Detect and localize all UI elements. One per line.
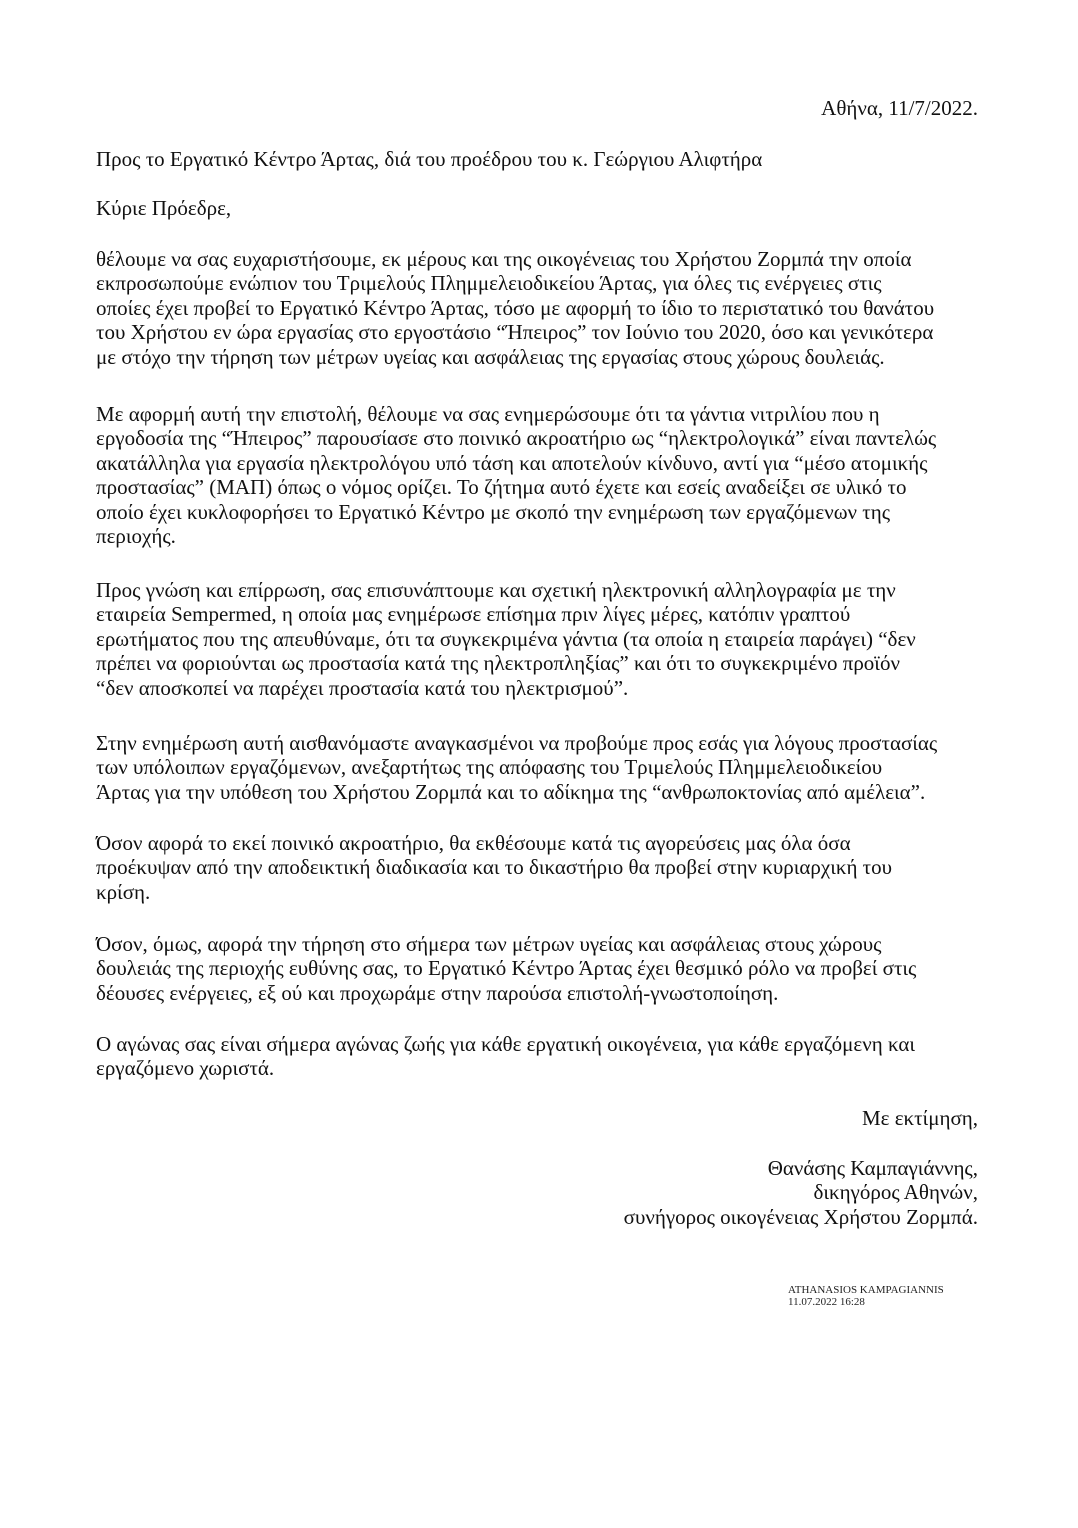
paragraph-line: πρέπει να φοριούνται ως προστασία κατά της ηλεκτροπληξίας” και ότι το συγκεκριμένο προϊόν: [96, 651, 900, 676]
paragraph-struggle: [96, 1032, 986, 1081]
paragraph-line: δουλειάς της περιοχής ευθύνης σας, το Εργατικό Κέντρο Άρτας έχει θεσμικό ρόλο να προβεί στις: [96, 956, 917, 981]
paragraph-line: Άρτας για την υπόθεση του Χρήστου Ζορμπά και το αδίκημα της “ανθρωποκτονίας από αμέλεια”.: [96, 779, 926, 804]
paragraph-line: Όσον, όμως, αφορά την τήρηση στο σήμερα των μέτρων υγείας και ασφάλειας στους χώρους: [96, 932, 882, 956]
paragraph-line: περιοχής.: [96, 524, 176, 549]
paragraph-notice: [96, 731, 986, 804]
paragraph-line: με στόχο την τήρηση των μέτρων υγείας και ασφάλειας της εργασίας στους χώρους δουλειάς.: [96, 344, 885, 369]
paragraph-line: εργαζόμενο χωριστά.: [96, 1056, 275, 1081]
digital-signer: ATHANASIOS KAMPAGIANNIS: [788, 1284, 944, 1296]
digital-signature-stamp: [788, 1285, 944, 1308]
paragraph-line: οποίες έχει προβεί το Εργατικό Κέντρο Άρτας, τόσο με αφορμή το ίδιο το περιστατικό του θανάτου: [96, 295, 935, 320]
recipient-line: [96, 147, 986, 171]
paragraph-line: προστασίας” (ΜΑΠ) όπως ο νόμος ορίζει. Το ζήτημα αυτό έχετε και εσείς αναδείξει σε υλικό το: [96, 475, 907, 500]
paragraph-line: προέκυψαν από την αποδεικτική διαδικασία και το δικαστήριο θα προβεί στην κυριαρχική του: [96, 855, 893, 880]
paragraph-line: Όσον αφορά το εκεί ποινικό ακροατήριο, θα εκθέσουμε κατά τις αγορεύσεις μας όλα όσα: [96, 831, 851, 855]
paragraph-line: εργοδοσία της “Ήπειρος” παρουσίασε στο ποινικό ακροατήριο ως “ηλεκτρολογικά” είναι παντελώς: [96, 426, 937, 451]
paragraph-court: [96, 831, 986, 904]
recipient-text: Προς το Εργατικό Κέντρο Άρτας, διά του προέδρου του κ. Γεώργιου Αλιφτήρα: [96, 147, 763, 171]
place-date: Αθήνα, 11/7/2022.: [821, 96, 978, 120]
paragraph-line: οποίο έχει κυκλοφορήσει το Εργατικό Κέντρο με σκοπό την ενημέρωση των εργαζόμενων της: [96, 499, 891, 524]
salutation-text: Κύριε Πρόεδρε,: [96, 196, 232, 220]
paragraph-line: Με αφορμή αυτή την επιστολή, θέλουμε να σας ενημερώσουμε ότι τα γάντια νιτριλίου που η: [96, 402, 880, 426]
paragraph-line: των υπόλοιπων εργαζόμενων, ανεξαρτήτως της απόφασης του Τριμελούς Πλημμελειοδικείου: [96, 755, 883, 780]
paragraph-role: [96, 932, 986, 1005]
paragraph-line: ακατάλληλα για εργασία ηλεκτρολόγου υπό τάση και αποτελούν κίνδυνο, αντί για “μέσο ατομικής: [96, 450, 928, 475]
paragraph-line: κρίση.: [96, 879, 151, 904]
closing-phrase: Με εκτίμηση,: [861, 1106, 978, 1130]
signer-role: συνήγορος οικογένειας Χρήστου Ζορμπά.: [623, 1204, 978, 1229]
paragraph-line: Προς γνώση και επίρρωση, σας επισυνάπτουμε και σχετική ηλεκτρονική αλληλογραφία με την: [96, 578, 896, 602]
paragraph-line: εταιρεία Sempermed, η οποία μας ενημέρωσε επίσημα πριν λίγες μέρες, κατόπιν γραπτού: [96, 602, 851, 627]
paragraph-line: Ο αγώνας σας είναι σήμερα αγώνας ζωής για κάθε εργατική οικογένεια, για κάθε εργαζόμενη και: [96, 1032, 916, 1056]
paragraph-line: Στην ενημέρωση αυτή αισθανόμαστε αναγκασμένοι να προβούμε προς εσάς για λόγους προστασίας: [96, 731, 938, 755]
digital-timestamp: 11.07.2022 16:28: [788, 1295, 865, 1308]
salutation: [96, 196, 986, 220]
signature-block: [624, 1156, 978, 1229]
signer-title: δικηγόρος Αθηνών,: [813, 1180, 978, 1205]
paragraph-line: ερωτήματος που της απευθύναμε, ότι τα συγκεκριμένα γάντια (τα οποία η εταιρεία παράγει) “δεν: [96, 626, 916, 651]
paragraph-line: εκπροσωπούμε ενώπιον του Τριμελούς Πλημμελειοδικείου Άρτας, για όλες τις ενέργειες στις: [96, 271, 882, 296]
paragraph-line: θέλουμε να σας ευχαριστήσουμε, εκ μέρους και της οικογένειας του Χρήστου Ζορμπά την οποία: [96, 247, 912, 271]
paragraph-gloves: [96, 402, 986, 548]
paragraph-line: του Χρήστου εν ώρα εργασίας στο εργοστάσιο “Ήπειρος” τον Ιούνιο του 2020, όσο και γενικότερα: [96, 320, 934, 345]
paragraph-thanks: [96, 247, 986, 369]
signer-name: Θανάσης Καμπαγιάννης,: [767, 1156, 978, 1180]
paragraph-line: δέουσες ενέργειες, εξ ού και προχωράμε στην παρούσα επιστολή-γνωστοποίηση.: [96, 980, 779, 1005]
paragraph-sempermed: [96, 578, 986, 700]
paragraph-line: “δεν αποσκοπεί να παρέχει προστασία κατά του ηλεκτρισμού”.: [96, 675, 629, 700]
